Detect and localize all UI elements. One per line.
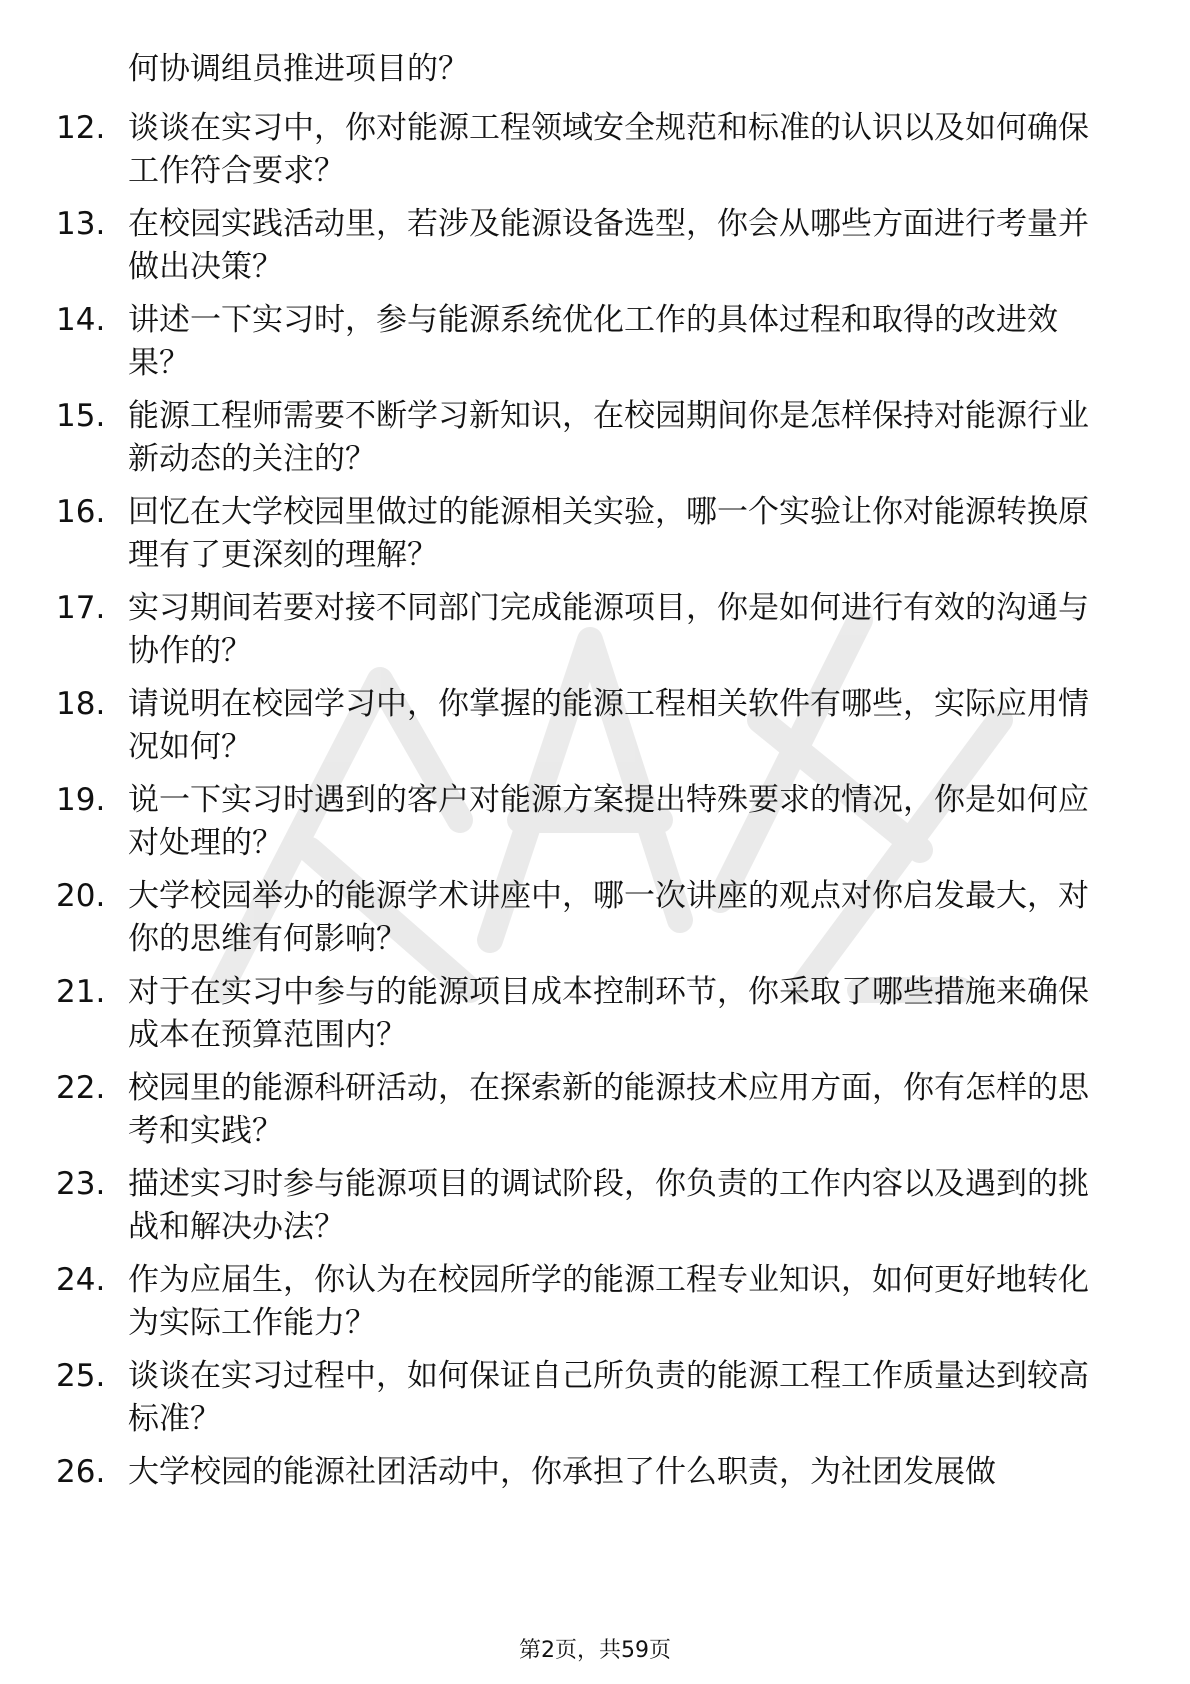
question-number: 25. (56, 1358, 106, 1394)
question-number: 14. (56, 302, 106, 338)
question-text: 谈谈在实习过程中，如何保证自己所负责的能源工程工作质量达到较高标准？ (128, 1358, 1089, 1437)
question-number: 18. (56, 686, 106, 722)
question-text: 大学校园的能源社团活动中，你承担了什么职责，为社团发展做 (128, 1454, 996, 1490)
question-text: 描述实习时参与能源项目的调试阶段，你负责的工作内容以及遇到的挑战和解决办法？ (128, 1166, 1089, 1245)
question-number: 15. (56, 398, 106, 434)
question-number: 19. (56, 782, 106, 818)
question-text: 能源工程师需要不断学习新知识，在校园期间你是怎样保持对能源行业新动态的关注的？ (128, 398, 1089, 477)
question-number: 17. (56, 590, 106, 626)
question-number: 12. (56, 110, 106, 146)
question-text: 回忆在大学校园里做过的能源相关实验，哪一个实验让你对能源转换原理有了更深刻的理解？ (128, 494, 1089, 573)
question-text: 何协调组员推进项目的？ (128, 51, 469, 87)
question-text: 谈谈在实习中，你对能源工程领域安全规范和标准的认识以及如何确保工作符合要求？ (128, 110, 1089, 189)
question-number: 24. (56, 1262, 106, 1298)
question-text: 大学校园举办的能源学术讲座中，哪一次讲座的观点对你启发最大，对你的思维有何影响？ (128, 878, 1089, 957)
page-number-footer: 第2页，共59页 (519, 1638, 671, 1663)
question-text: 在校园实践活动里，若涉及能源设备选型，你会从哪些方面进行考量并做出决策？ (128, 206, 1089, 285)
question-number: 22. (56, 1070, 106, 1106)
question-number: 20. (56, 878, 106, 914)
question-text: 校园里的能源科研活动，在探索新的能源技术应用方面，你有怎样的思考和实践？ (128, 1070, 1089, 1149)
question-number: 13. (56, 206, 106, 242)
question-number: 26. (56, 1454, 106, 1490)
question-number: 16. (56, 494, 106, 530)
question-number: 21. (56, 974, 106, 1010)
question-text: 请说明在校园学习中，你掌握的能源工程相关软件有哪些，实际应用情况如何？ (128, 686, 1089, 765)
question-text: 实习期间若要对接不同部门完成能源项目，你是如何进行有效的沟通与协作的？ (128, 590, 1089, 669)
question-text: 对于在实习中参与的能源项目成本控制环节，你采取了哪些措施来确保成本在预算范围内？ (128, 974, 1089, 1053)
question-number: 23. (56, 1166, 106, 1202)
question-text: 说一下实习时遇到的客户对能源方案提出特殊要求的情况，你是如何应对处理的？ (128, 782, 1089, 861)
question-text: 讲述一下实习时，参与能源系统优化工作的具体过程和取得的改进效果？ (128, 302, 1058, 381)
question-text: 作为应届生，你认为在校园所学的能源工程专业知识，如何更好地转化为实际工作能力？ (128, 1262, 1089, 1341)
